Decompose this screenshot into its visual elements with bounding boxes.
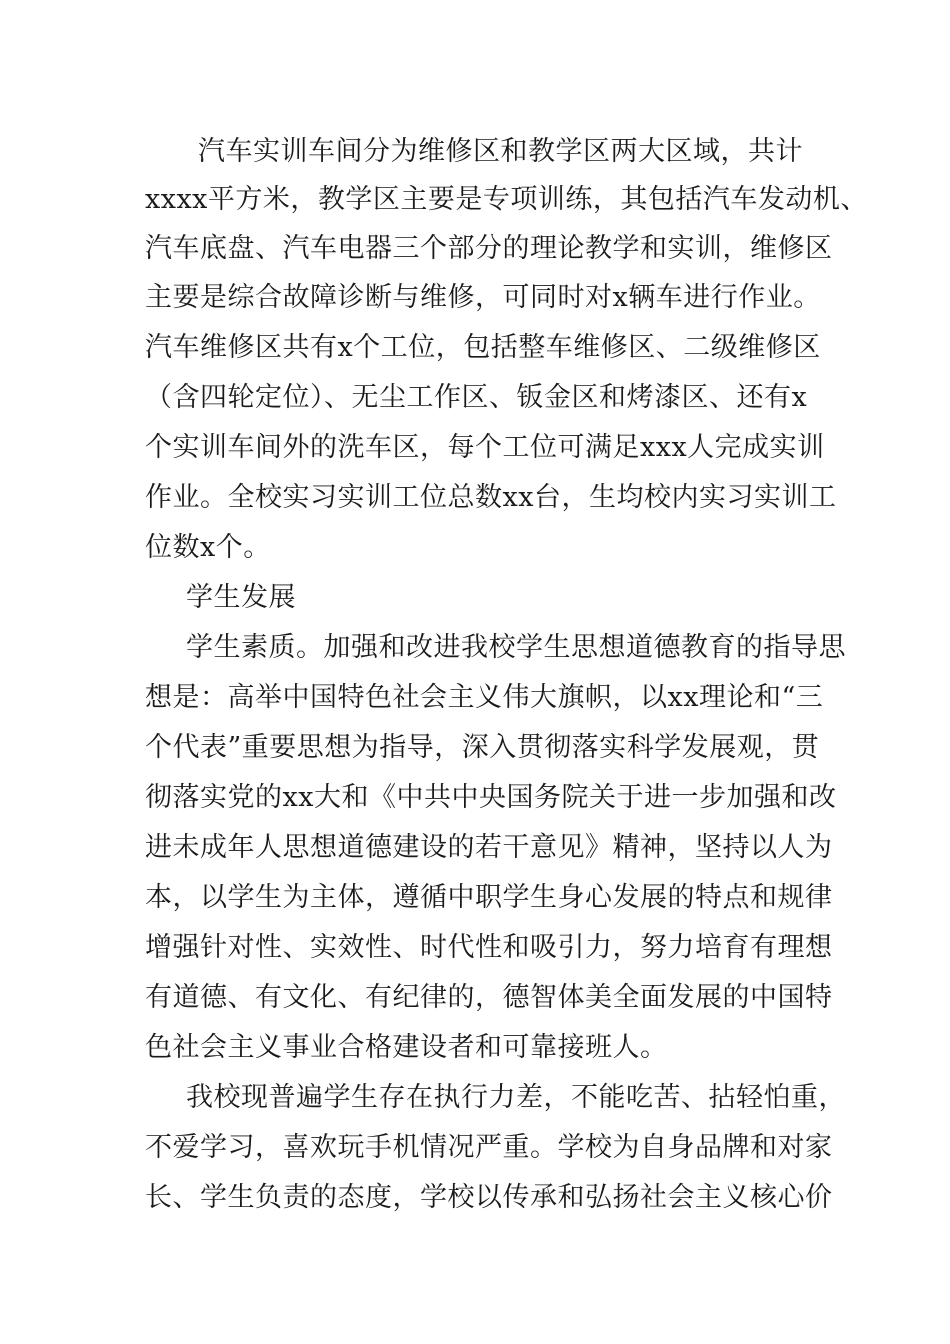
paragraph-line: 汽车维修区共有x个工位，包括整车维修区、二级维修区	[145, 332, 821, 363]
section-heading: 学生发展	[186, 582, 296, 613]
paragraph-line: 我校现普遍学生存在执行力差，不能吃苦、拈轻怕重，	[186, 1082, 846, 1113]
paragraph-line: 不爱学习，喜欢玩手机情况严重。学校为自身品牌和对家	[145, 1132, 833, 1163]
paragraph-line: 想是：高举中国特色社会主义伟大旗帜，以xx理论和“三	[145, 682, 824, 713]
paragraph-line: 作业。全校实习实训工位总数xx台，生均校内实习实训工	[145, 482, 837, 513]
paragraph-line: （含四轮定位）、无尘工作区、钣金区和烤漆区、还有x	[145, 382, 808, 413]
paragraph-line: 学生素质。加强和改进我校学生思想道德教育的指导思	[186, 632, 846, 663]
paragraph-line: 有道德、有文化、有纪律的，德智体美全面发展的中国特	[145, 982, 833, 1013]
paragraph-line: 色社会主义事业合格建设者和可靠接班人。	[145, 1032, 668, 1063]
paragraph-line: 本，以学生为主体，遵循中职学生身心发展的特点和规律	[145, 882, 833, 913]
paragraph-line: 个代表”重要思想为指导，深入贯彻落实科学发展观，贯	[145, 732, 820, 763]
paragraph-line: 主要是综合故障诊断与维修，可同时对x辆车进行作业。	[145, 282, 821, 313]
paragraph-line: 增强针对性、实效性、时代性和吸引力，努力培育有理想	[145, 932, 833, 963]
paragraph-line: 进未成年人思想道德建设的若干意见》精神，坚持以人为	[145, 832, 833, 863]
paragraph-line: 个实训车间外的洗车区，每个工位可满足xxx人完成实训	[145, 432, 825, 463]
paragraph-line: xxxx平方米，教学区主要是专项训练，其包括汽车发动机、	[145, 184, 868, 215]
paragraph-line: 位数x个。	[145, 532, 271, 563]
paragraph-line: 汽车实训车间分为维修区和教学区两大区域，共计	[198, 136, 803, 167]
paragraph-line: 汽车底盘、汽车电器三个部分的理论教学和实训，维修区	[145, 233, 833, 264]
paragraph-line: 彻落实党的xx大和《中共中央国务院关于进一步加强和改	[145, 782, 837, 813]
paragraph-line: 长、学生负责的态度，学校以传承和弘扬社会主义核心价	[145, 1182, 833, 1213]
